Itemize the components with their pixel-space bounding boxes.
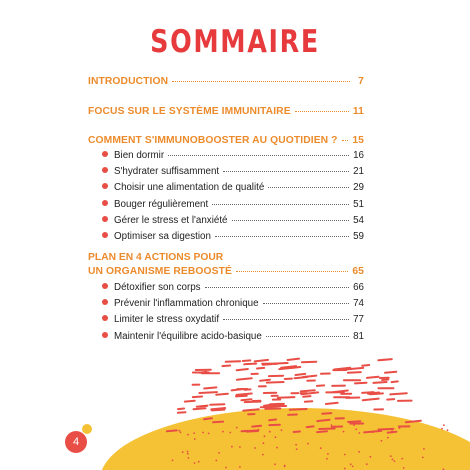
toc-subentry[interactable] xyxy=(88,282,364,293)
toc-subentry-page: 81 xyxy=(353,331,364,342)
dot-leader xyxy=(268,187,349,188)
ray-dash xyxy=(322,413,331,414)
ray-dash xyxy=(373,382,386,383)
ray-dash xyxy=(317,431,327,432)
ray-dash xyxy=(333,391,348,393)
page-number-accent-dot xyxy=(82,424,92,434)
dot-leader xyxy=(205,287,350,288)
toc-subentry-label: Choisir une alimentation de qualité xyxy=(114,182,265,193)
toc-subentry-page: 59 xyxy=(353,231,364,242)
texture-dot xyxy=(331,424,333,426)
texture-dot xyxy=(258,429,260,431)
ray-dash xyxy=(204,418,212,419)
dot-leader xyxy=(342,140,349,141)
ray-dash xyxy=(242,431,259,432)
page-number-badge: 4 xyxy=(65,431,87,453)
bullet-icon xyxy=(102,332,108,338)
texture-dot xyxy=(276,447,278,449)
ray-dash xyxy=(363,399,379,401)
ray-dash xyxy=(236,396,247,397)
texture-dot xyxy=(281,429,283,431)
ray-dash xyxy=(348,372,361,373)
ray-dash xyxy=(390,393,407,394)
toc-subentry-page: 16 xyxy=(353,150,364,161)
ray-dash xyxy=(290,409,307,410)
toc-subentry-page: 66 xyxy=(353,282,364,293)
texture-dot xyxy=(225,467,227,469)
ray-dash xyxy=(210,404,224,405)
toc-subentry[interactable] xyxy=(88,215,364,226)
texture-dot xyxy=(284,466,286,468)
bullet-icon xyxy=(102,315,108,321)
ray-dash xyxy=(243,409,258,410)
toc-entry-plan[interactable] xyxy=(88,266,364,277)
toc-subentry-label: Gérer le stress et l'anxiété xyxy=(114,215,228,226)
toc-entry-page: 11 xyxy=(352,106,364,117)
toc-subentry-label: Limiter le stress oxydatif xyxy=(114,314,220,325)
ray-dash xyxy=(193,397,202,398)
ray-dash xyxy=(378,359,392,360)
dot-leader xyxy=(266,336,349,337)
toc-subentry-label: Prévenir l'inflammation chronique xyxy=(114,298,259,309)
toc-entry-page: 15 xyxy=(352,135,364,146)
toc-subentry[interactable] xyxy=(88,199,364,210)
texture-dot xyxy=(343,431,345,433)
ray-dash xyxy=(178,409,184,410)
texture-dot xyxy=(447,429,449,431)
texture-dot xyxy=(422,457,424,459)
ray-dash xyxy=(317,420,329,421)
toc-entry-label: UN ORGANISME REBOOSTÉ xyxy=(88,266,232,277)
texture-dot xyxy=(182,451,184,453)
ray-dash xyxy=(264,405,271,406)
texture-dot xyxy=(403,467,405,469)
dot-leader xyxy=(263,303,350,304)
texture-dot xyxy=(231,446,233,448)
ray-dash xyxy=(355,383,367,384)
ray-dash xyxy=(317,385,324,386)
ray-dash xyxy=(348,421,360,422)
texture-dot xyxy=(187,451,189,453)
ray-dash xyxy=(213,422,223,423)
ray-dash xyxy=(303,376,316,377)
texture-dot xyxy=(202,432,204,434)
toc-entry-label: INTRODUCTION xyxy=(88,76,169,87)
texture-dot xyxy=(344,468,346,470)
texture-dot xyxy=(274,463,276,465)
toc-entry-plan-line1[interactable]: PLAN EN 4 ACTIONS POUR xyxy=(88,252,224,263)
toc-subentry-label: Bien dormir xyxy=(114,150,165,161)
bullet-icon xyxy=(102,283,108,289)
ray-dash xyxy=(194,408,206,409)
texture-dot xyxy=(218,452,220,454)
ray-dash xyxy=(382,380,388,381)
toc-subentry-page: 29 xyxy=(353,182,364,193)
texture-dot xyxy=(387,437,389,439)
dot-leader xyxy=(236,271,348,272)
ray-dash xyxy=(368,393,379,394)
texture-dot xyxy=(423,448,425,450)
texture-dot xyxy=(208,433,210,435)
ray-dash xyxy=(319,429,335,430)
dot-leader xyxy=(215,236,349,237)
ray-dash xyxy=(267,382,284,383)
texture-dot xyxy=(269,431,271,433)
texture-dot xyxy=(193,432,195,434)
toc-subentry[interactable] xyxy=(88,231,364,242)
texture-dot xyxy=(275,436,277,438)
texture-dot xyxy=(320,447,322,449)
toc-entry-comment[interactable] xyxy=(88,135,364,146)
toc-subentry-page: 21 xyxy=(353,166,364,177)
dot-leader xyxy=(172,81,350,82)
bullet-icon xyxy=(102,200,108,206)
ray-dash xyxy=(278,397,295,398)
toc-entry-introduction[interactable] xyxy=(88,76,364,87)
toc-subentry[interactable] xyxy=(88,182,364,193)
ray-dash xyxy=(211,408,225,409)
toc-subentry[interactable] xyxy=(88,298,364,309)
texture-dot xyxy=(307,443,309,445)
ray-dash xyxy=(185,401,195,402)
ray-dash xyxy=(307,426,314,427)
texture-dot xyxy=(194,462,196,464)
toc-entry-label: FOCUS SUR LE SYSTÈME IMMUNITAIRE xyxy=(88,106,291,117)
ray-dash xyxy=(252,426,261,427)
ray-dash xyxy=(326,403,338,404)
texture-dot xyxy=(355,428,357,430)
texture-dot xyxy=(239,446,241,448)
texture-dot xyxy=(399,427,401,429)
texture-dot xyxy=(443,424,445,426)
toc-entry-page: 65 xyxy=(352,266,364,277)
texture-dot xyxy=(392,459,394,461)
texture-dot xyxy=(296,448,298,450)
dot-leader xyxy=(223,171,349,172)
toc-subentry[interactable] xyxy=(88,314,364,325)
texture-dot xyxy=(353,424,355,426)
texture-dot xyxy=(366,463,368,465)
texture-dot xyxy=(390,455,392,457)
toc-subentry-label: Maintenir l'équilibre acido-basique xyxy=(114,331,262,342)
ray-dash xyxy=(362,365,369,366)
texture-dot xyxy=(215,460,217,462)
toc-subentry-label: Bouger régulièrement xyxy=(114,199,209,210)
dot-leader xyxy=(232,220,350,221)
ray-dash xyxy=(387,399,394,400)
ray-dash xyxy=(222,366,230,367)
toc-subentry-page: 54 xyxy=(353,215,364,226)
toc-entry-page: 7 xyxy=(358,76,364,87)
bullet-icon xyxy=(102,299,108,305)
ray-dash xyxy=(379,429,394,430)
texture-dot xyxy=(263,442,265,444)
ray-dash xyxy=(260,380,270,381)
texture-dot xyxy=(401,458,403,460)
texture-dot xyxy=(358,432,360,434)
texture-dot xyxy=(236,427,238,429)
ray-dash xyxy=(367,377,379,378)
texture-dot xyxy=(239,466,241,468)
ray-dash xyxy=(294,432,300,433)
toc-subentry-page: 51 xyxy=(353,199,364,210)
texture-dot xyxy=(178,430,180,432)
ray-dash xyxy=(204,387,216,388)
texture-dot xyxy=(295,444,297,446)
ray-dash xyxy=(237,394,252,395)
ray-dash xyxy=(303,396,310,397)
toc-subentry-label: Détoxifier son corps xyxy=(114,282,201,293)
ray-dash xyxy=(245,402,261,403)
dot-leader xyxy=(295,111,349,112)
texture-dot xyxy=(350,463,352,465)
ray-dash xyxy=(200,406,207,407)
ray-dash xyxy=(243,360,251,361)
ray-dash xyxy=(237,378,252,380)
texture-dot xyxy=(180,431,182,433)
texture-dot xyxy=(194,438,196,440)
dot-leader xyxy=(223,319,349,320)
bullet-icon xyxy=(102,183,108,189)
texture-dot xyxy=(391,430,393,432)
ray-dash xyxy=(257,368,264,369)
ray-dash xyxy=(226,361,241,362)
toc-entry-focus[interactable] xyxy=(88,106,364,117)
ray-dash xyxy=(269,420,276,421)
toc-subentry[interactable] xyxy=(88,150,364,161)
toc-subentry-label: S'hydrater suffisamment xyxy=(114,166,220,177)
texture-dot xyxy=(244,430,246,432)
texture-dot xyxy=(358,451,360,453)
texture-dot xyxy=(188,457,190,459)
ray-dash xyxy=(178,412,186,413)
texture-dot xyxy=(372,431,374,433)
texture-dot xyxy=(262,454,264,456)
ray-dash xyxy=(237,369,248,370)
texture-dot xyxy=(370,456,372,458)
texture-dot xyxy=(222,431,224,433)
texture-dot xyxy=(187,434,189,436)
ray-dash xyxy=(288,359,300,360)
texture-dot xyxy=(326,458,328,460)
bullet-icon xyxy=(102,232,108,238)
texture-dot xyxy=(381,440,383,442)
toc-subentry-label: Optimiser sa digestion xyxy=(114,231,211,242)
ray-dash xyxy=(301,390,315,391)
bullet-icon xyxy=(102,151,108,157)
texture-dot xyxy=(352,466,354,468)
bullet-icon xyxy=(102,167,108,173)
texture-dot xyxy=(254,447,256,449)
ray-dash xyxy=(216,394,228,395)
ray-dash xyxy=(199,392,217,393)
toc-subentry[interactable] xyxy=(88,331,364,342)
texture-dot xyxy=(441,428,443,430)
toc-subentry-page: 74 xyxy=(353,298,364,309)
ray-dash xyxy=(392,381,398,382)
ray-dash xyxy=(244,364,256,365)
toc-subentry-page: 77 xyxy=(353,314,364,325)
dot-leader xyxy=(168,155,349,156)
texture-dot xyxy=(229,432,231,434)
ray-dash xyxy=(305,401,313,402)
bullet-icon xyxy=(102,216,108,222)
toc-subentry[interactable] xyxy=(88,166,364,177)
texture-dot xyxy=(394,460,396,462)
ray-dash xyxy=(167,430,177,431)
ray-dash xyxy=(296,374,306,375)
dot-leader xyxy=(212,204,349,205)
page-title: SOMMAIRE xyxy=(150,24,320,60)
texture-dot xyxy=(172,460,174,462)
texture-dot xyxy=(264,435,266,437)
ray-dash xyxy=(302,362,316,363)
texture-dot xyxy=(327,453,329,455)
toc-entry-label: COMMENT S'IMMUNOBOOSTER AU QUOTIDIEN ? xyxy=(88,135,338,146)
texture-dot xyxy=(187,453,189,455)
ray-dash xyxy=(241,399,251,400)
ray-dash xyxy=(385,372,396,373)
texture-dot xyxy=(344,454,346,456)
texture-dot xyxy=(198,461,200,463)
yellow-sun-shape xyxy=(100,408,470,470)
ray-dash xyxy=(255,360,268,362)
